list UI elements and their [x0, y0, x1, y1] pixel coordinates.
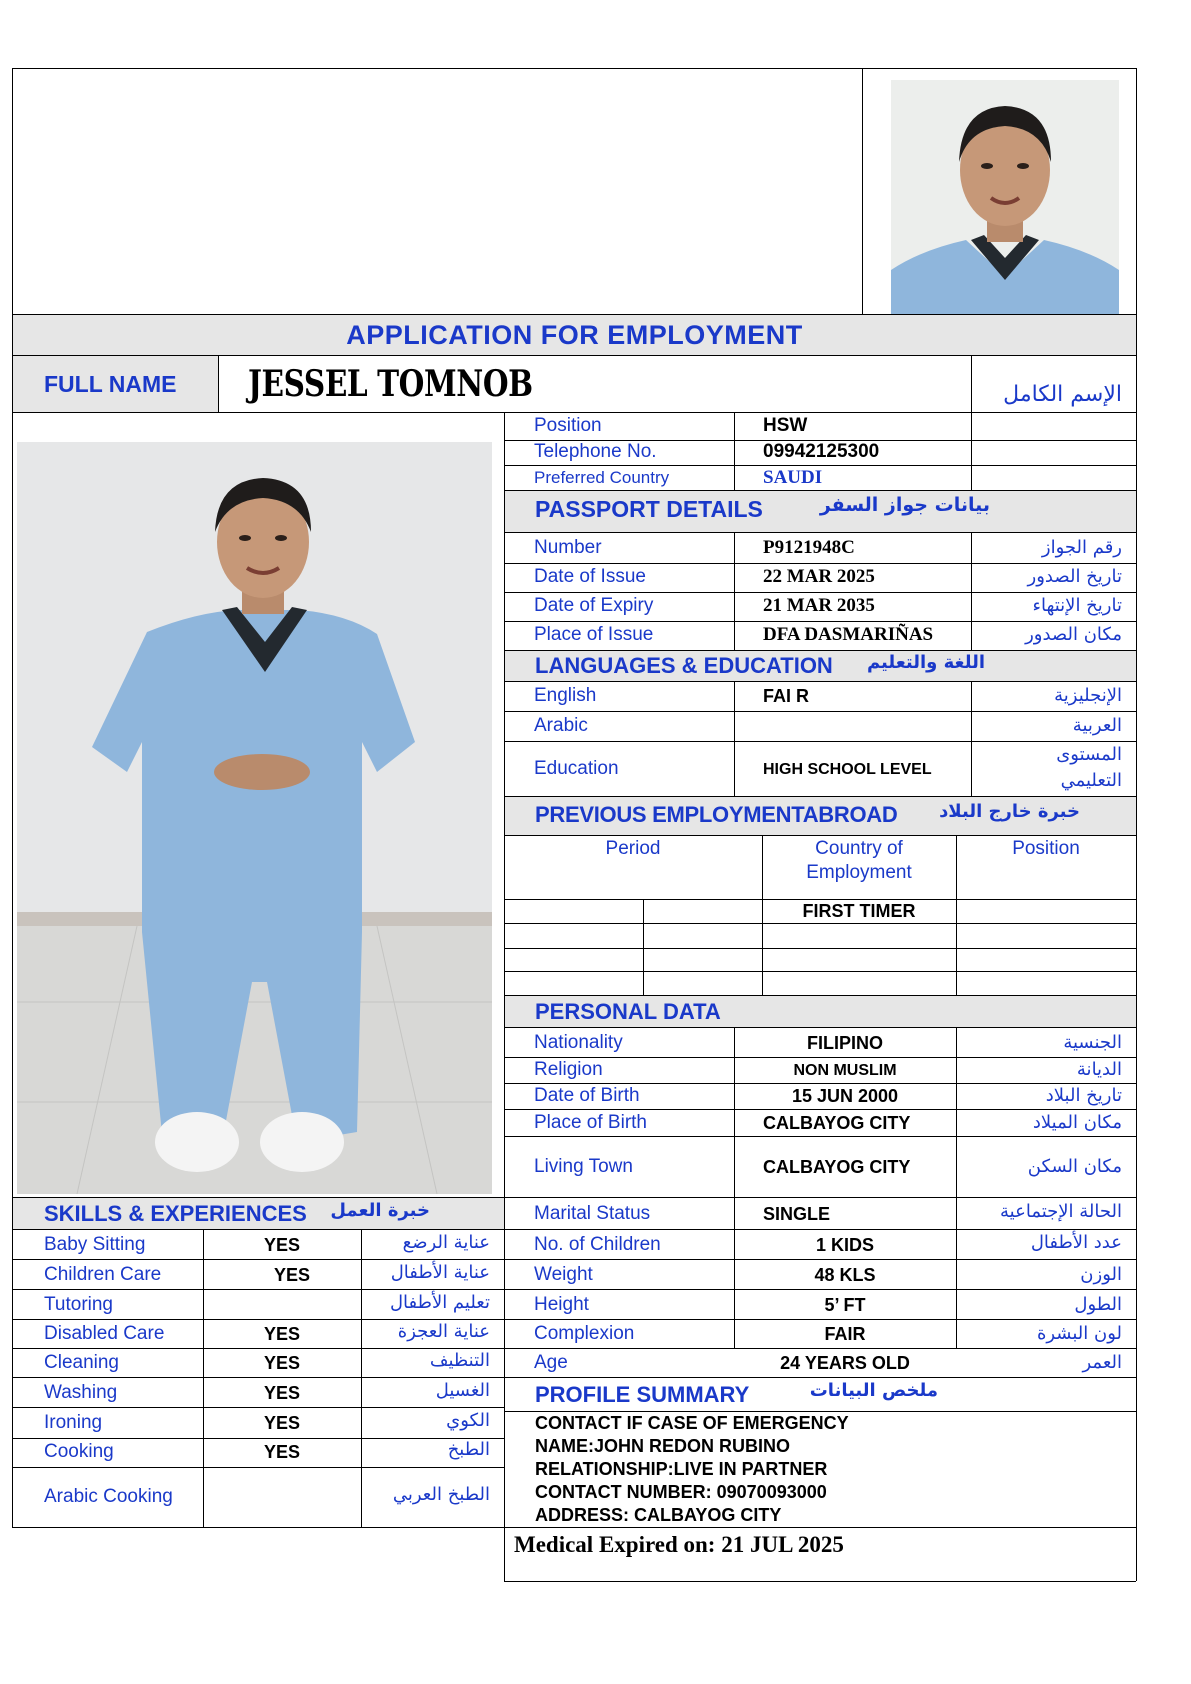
- passport-number-arabic: رقم الجواز: [1041, 537, 1122, 558]
- height-arabic: الطول: [1074, 1294, 1122, 1315]
- passport-heading: PASSPORT DETAILS: [535, 496, 763, 522]
- english-label: English: [534, 685, 597, 706]
- skill-tutoring-label: Tutoring: [44, 1294, 113, 1315]
- languages-heading-arabic: اللغة والتعليم: [866, 652, 985, 673]
- period-header: Period: [605, 838, 661, 859]
- first-timer: FIRST TIMER: [802, 901, 916, 921]
- skill-disabled-care-value: YES: [263, 1324, 301, 1344]
- skills-heading: SKILLS & EXPERIENCES: [44, 1201, 307, 1226]
- nationality-value: FILIPINO: [807, 1033, 883, 1053]
- living-town-arabic: مكان السكن: [1027, 1156, 1122, 1177]
- living-town-label: Living Town: [534, 1156, 633, 1177]
- education-arabic-line1: المستوى: [1056, 744, 1122, 765]
- weight-arabic: الوزن: [1080, 1264, 1122, 1285]
- skill-ironing-arabic: الكوي: [446, 1410, 490, 1431]
- skill-cleaning-value: YES: [263, 1353, 301, 1373]
- arabic-label: Arabic: [534, 715, 588, 736]
- preferred-country-label: Preferred Country: [534, 468, 670, 487]
- full-name-label: FULL NAME: [44, 371, 177, 397]
- marital-status-value: SINGLE: [763, 1204, 831, 1224]
- weight-value: 48 KLS: [814, 1265, 876, 1285]
- skill-children-care-arabic: عناية الأطفال: [390, 1262, 490, 1283]
- age-arabic: العمر: [1082, 1352, 1122, 1373]
- passport-heading-arabic: بيانات جواز السفر: [819, 494, 990, 516]
- skill-arabic-cooking-arabic: الطبخ العربي: [392, 1484, 490, 1505]
- headshot-photo: [891, 80, 1119, 314]
- skill-cleaning-label: Cleaning: [44, 1352, 119, 1373]
- skill-arabic-cooking-label: Arabic Cooking: [44, 1486, 173, 1507]
- medical-expiry: Medical Expired on: 21 JUL 2025: [514, 1532, 844, 1557]
- skill-ironing-label: Ironing: [44, 1412, 103, 1433]
- date-of-birth-value: 15 JUN 2000: [791, 1086, 899, 1106]
- skill-disabled-care-arabic: عناية العجزة: [397, 1321, 490, 1342]
- age-label: Age: [534, 1352, 568, 1373]
- profile-line-5: ADDRESS: CALBAYOG CITY: [535, 1505, 782, 1525]
- full-body-photo: [17, 442, 492, 1194]
- place-of-issue-value: DFA DASMARIÑAS: [763, 624, 934, 645]
- skill-cooking-arabic: الطبخ: [447, 1439, 490, 1460]
- children-arabic: عدد الأطفال: [1030, 1232, 1122, 1253]
- profile-line-3: RELATIONSHIP:LIVE IN PARTNER: [535, 1459, 828, 1479]
- profile-line-1: CONTACT IF CASE OF EMERGENCY: [535, 1413, 849, 1433]
- skill-ironing-value: YES: [263, 1413, 301, 1433]
- personal-heading: PERSONAL DATA: [535, 999, 721, 1024]
- height-value: 5’ FT: [824, 1295, 866, 1315]
- date-of-birth-label: Date of Birth: [534, 1085, 640, 1106]
- skill-baby-sitting-label: Baby Sitting: [44, 1234, 146, 1255]
- date-of-expiry-arabic: تاريخ الإنتهاء: [1032, 595, 1122, 616]
- date-of-issue-value: 22 MAR 2025: [763, 566, 875, 587]
- full-name-arabic: الإسم الكامل: [1003, 382, 1122, 407]
- skills-heading-arabic: خبرة العمل: [330, 1200, 430, 1221]
- age-value: 24 YEARS OLD: [780, 1353, 910, 1373]
- passport-number-value: P9121948C: [763, 537, 855, 558]
- position-label: Position: [534, 415, 602, 436]
- place-of-issue-arabic: مكان الصدور: [1025, 624, 1122, 645]
- complexion-arabic: لون البشرة: [1036, 1323, 1122, 1344]
- place-of-issue-label: Place of Issue: [534, 624, 654, 645]
- skill-washing-value: YES: [263, 1383, 301, 1403]
- skill-cooking-label: Cooking: [44, 1441, 114, 1462]
- skill-baby-sitting-value: YES: [263, 1235, 301, 1255]
- skill-cooking-value: YES: [263, 1442, 301, 1462]
- country-header-line1: Country of: [815, 838, 903, 859]
- arabic-arabic: العربية: [1072, 715, 1122, 736]
- marital-status-arabic: الحالة الإجتماعية: [1000, 1201, 1122, 1222]
- complexion-value: FAIR: [824, 1324, 866, 1344]
- page-title: APPLICATION FOR EMPLOYMENT: [346, 320, 803, 350]
- religion-value: NON MUSLIM: [793, 1062, 897, 1079]
- telephone-label: Telephone No.: [534, 441, 657, 462]
- date-of-issue-arabic: تاريخ الصدور: [1027, 566, 1122, 587]
- height-label: Height: [534, 1294, 589, 1315]
- skill-children-care-value: YES: [273, 1265, 311, 1285]
- previous-heading-arabic: خبرة خارج البلاد: [939, 801, 1080, 822]
- position-header: Position: [1012, 838, 1080, 859]
- children-value: 1 KIDS: [815, 1235, 875, 1255]
- place-of-birth-label: Place of Birth: [534, 1112, 647, 1133]
- marital-status-label: Marital Status: [534, 1203, 651, 1224]
- nationality-label: Nationality: [534, 1032, 623, 1053]
- education-arabic-line2: التعليمي: [1060, 770, 1122, 791]
- date-of-issue-label: Date of Issue: [534, 566, 646, 587]
- passport-number-label: Number: [534, 537, 602, 558]
- full-name-value: JESSEL TOMNOB: [248, 363, 533, 405]
- religion-arabic: الديانة: [1076, 1059, 1122, 1080]
- profile-line-2: NAME:JOHN REDON RUBINO: [535, 1436, 791, 1456]
- english-arabic: الإنجليزية: [1054, 685, 1122, 706]
- skill-washing-arabic: الغسيل: [435, 1380, 490, 1401]
- place-of-birth-value: CALBAYOG CITY: [763, 1113, 911, 1133]
- skill-tutoring-arabic: تعليم الأطفال: [389, 1292, 490, 1313]
- profile-line-4: CONTACT NUMBER: 09070093000: [535, 1482, 827, 1502]
- skill-cleaning-arabic: التنظيف: [429, 1350, 490, 1371]
- previous-heading: PREVIOUS EMPLOYMENTABROAD: [535, 802, 898, 827]
- nationality-arabic: الجنسية: [1063, 1032, 1122, 1053]
- weight-label: Weight: [534, 1264, 593, 1285]
- country-header-line2: Employment: [806, 862, 912, 883]
- english-value: FAI R: [763, 686, 810, 706]
- skill-baby-sitting-arabic: عناية الرضع: [402, 1232, 490, 1253]
- profile-heading-arabic: ملخص البيانات: [809, 1380, 938, 1401]
- position-value: HSW: [763, 415, 808, 436]
- telephone-value: 09942125300: [763, 441, 880, 462]
- skill-disabled-care-label: Disabled Care: [44, 1323, 165, 1344]
- date-of-expiry-label: Date of Expiry: [534, 595, 654, 616]
- profile-heading: PROFILE SUMMARY: [535, 1382, 750, 1407]
- place-of-birth-arabic: مكان الميلاد: [1032, 1112, 1122, 1133]
- date-of-expiry-value: 21 MAR 2035: [763, 595, 875, 616]
- skill-washing-label: Washing: [44, 1382, 118, 1403]
- languages-heading: LANGUAGES & EDUCATION: [535, 653, 833, 678]
- skill-children-care-label: Children Care: [44, 1264, 162, 1285]
- education-label: Education: [534, 758, 619, 779]
- education-value: HIGH SCHOOL LEVEL: [763, 761, 932, 778]
- children-label: No. of Children: [534, 1234, 661, 1255]
- date-of-birth-arabic: تاريخ البلاد: [1045, 1085, 1122, 1106]
- living-town-value: CALBAYOG CITY: [763, 1157, 911, 1177]
- religion-label: Religion: [534, 1059, 603, 1080]
- preferred-country-value: SAUDI: [763, 467, 823, 488]
- complexion-label: Complexion: [534, 1323, 635, 1344]
